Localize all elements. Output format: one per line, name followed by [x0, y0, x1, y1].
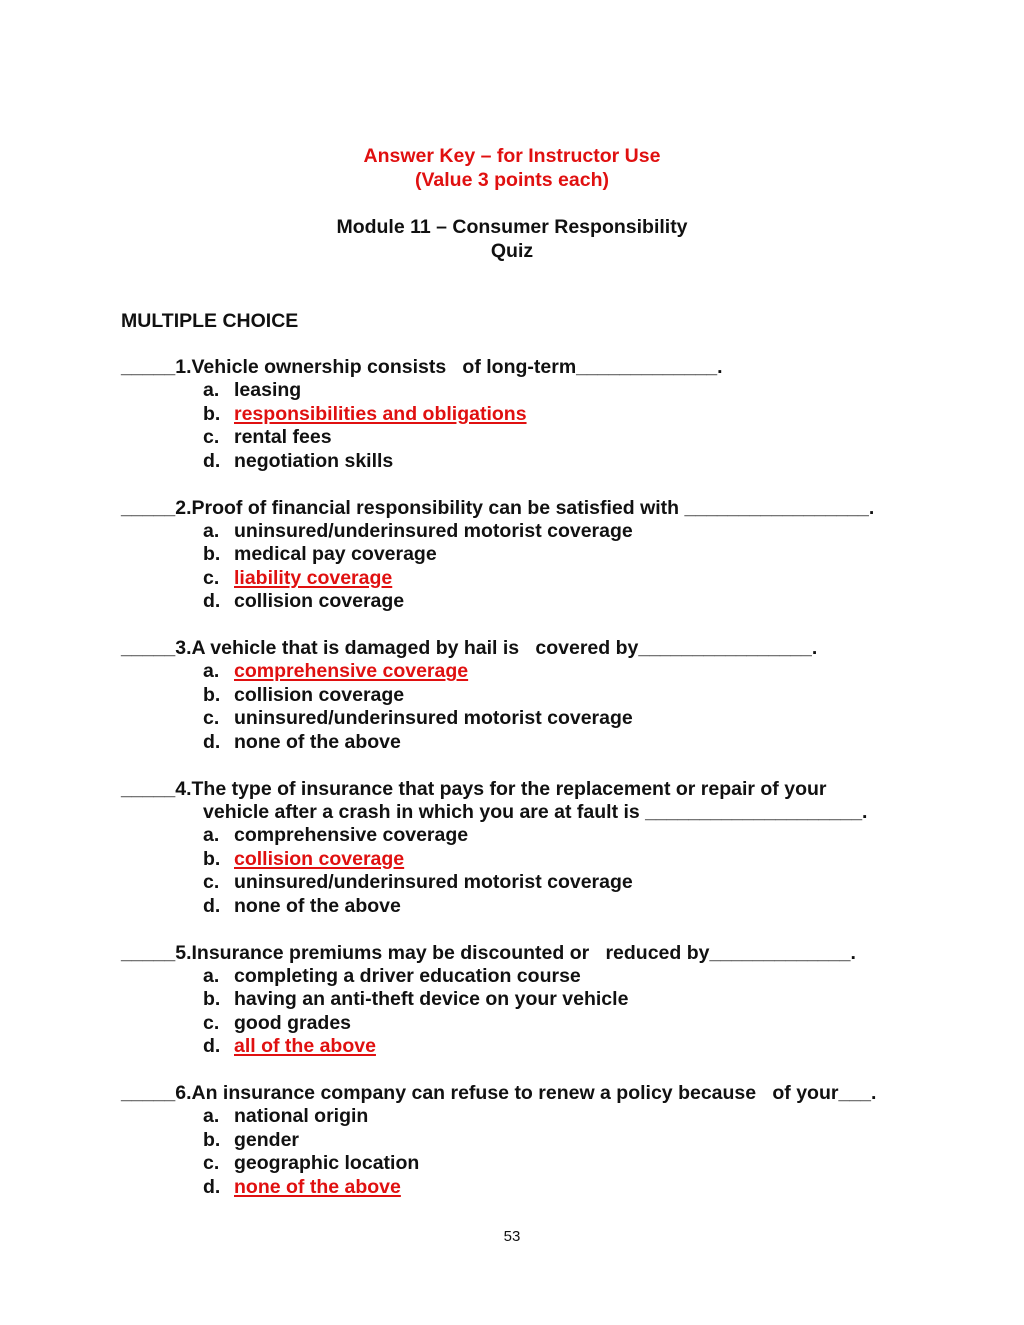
- question-stem: [121, 637, 921, 660]
- answer-blank-number: _____5.: [121, 941, 192, 964]
- correct-answer: none of the above: [234, 1175, 401, 1198]
- option-letter: b.: [203, 1128, 221, 1151]
- option-letter: a.: [203, 519, 220, 542]
- answer-option: [121, 590, 921, 613]
- question-text: Insurance premiums may be discounted or reduced by_____________.: [191, 941, 856, 964]
- option-letter: d.: [203, 1175, 221, 1198]
- option-letter: c.: [203, 1152, 220, 1175]
- question-stem: [121, 1082, 921, 1105]
- option-text: completing a driver education course: [234, 964, 581, 987]
- option-text: leasing: [234, 379, 302, 402]
- option-text: good grades: [234, 1011, 352, 1034]
- answer-blank-number: _____4.: [121, 777, 192, 800]
- question-text-continued: vehicle after a crash in which you are at fault is ____________________.: [203, 801, 868, 823]
- answer-option: [121, 707, 921, 730]
- correct-answer: responsibilities and obligations: [234, 402, 527, 425]
- answer-option: [121, 543, 921, 566]
- answer-option: [121, 520, 921, 543]
- answer-option: [121, 426, 921, 449]
- correct-answer: collision coverage: [234, 847, 405, 870]
- option-letter: c.: [203, 426, 220, 449]
- module-title: Module 11 – Consumer Responsibility: [336, 216, 688, 238]
- option-text: collision coverage: [234, 683, 405, 706]
- answer-option: [121, 895, 921, 918]
- option-text: negotiation skills: [234, 449, 394, 472]
- option-letter: b.: [203, 988, 221, 1011]
- option-letter: a.: [203, 964, 220, 987]
- question-4: [121, 778, 921, 918]
- question-5: [121, 942, 921, 1059]
- answer-key-header: [0, 145, 1024, 192]
- question-text: The type of insurance that pays for the replacement or repair of your: [191, 777, 827, 800]
- option-text: uninsured/underinsured motorist coverage: [234, 519, 633, 542]
- option-text: national origin: [234, 1105, 369, 1128]
- question-text: An insurance company can refuse to renew a policy because of your___.: [191, 1082, 877, 1105]
- answer-option: [121, 379, 921, 402]
- option-text: gender: [234, 1128, 300, 1151]
- option-text: rental fees: [234, 426, 332, 449]
- option-letter: c.: [203, 871, 220, 894]
- option-text: collision coverage: [234, 590, 405, 613]
- option-letter: a.: [203, 1105, 220, 1128]
- quiz-header: [0, 216, 1024, 263]
- points-value: (Value 3 points each): [415, 168, 609, 191]
- answer-blank-number: _____2.: [121, 496, 192, 519]
- section-title: MULTIPLE CHOICE: [121, 310, 299, 332]
- answer-option: [121, 731, 921, 754]
- option-letter: d.: [203, 730, 221, 753]
- option-letter: d.: [203, 1035, 221, 1058]
- option-text: uninsured/underinsured motorist coverage: [234, 707, 633, 730]
- option-letter: b.: [203, 683, 221, 706]
- answer-option: [121, 1129, 921, 1152]
- option-letter: c.: [203, 1011, 220, 1034]
- answer-option: [121, 1035, 921, 1058]
- correct-answer: liability coverage: [234, 566, 393, 589]
- option-letter: b.: [203, 543, 221, 566]
- answer-option: [121, 988, 921, 1011]
- answer-option: [121, 684, 921, 707]
- option-text: geographic location: [234, 1152, 420, 1175]
- answer-option: [121, 567, 921, 590]
- option-text: none of the above: [234, 894, 401, 917]
- question-stem: [121, 942, 921, 965]
- question-6: [121, 1082, 921, 1199]
- option-letter: d.: [203, 449, 221, 472]
- answer-option: [121, 1012, 921, 1035]
- answer-blank-number: _____1.: [121, 356, 192, 378]
- option-letter: a.: [203, 379, 220, 402]
- correct-answer: comprehensive coverage: [234, 660, 469, 683]
- question-text: A vehicle that is damaged by hail is covered by________________.: [191, 637, 818, 660]
- quiz-title: Quiz: [490, 239, 534, 262]
- option-text: none of the above: [234, 730, 401, 753]
- option-text: having an anti-theft device on your vehicle: [234, 988, 629, 1011]
- answer-option: [121, 1105, 921, 1128]
- option-letter: c.: [203, 566, 220, 589]
- question-stem: [121, 778, 921, 801]
- question-stem: [121, 356, 921, 379]
- question-text: Proof of financial responsibility can be satisfied with _________________.: [191, 496, 875, 519]
- question-3: [121, 637, 921, 754]
- answer-blank-number: _____3.: [121, 637, 192, 660]
- option-letter: b.: [203, 847, 221, 870]
- page-number: 53: [503, 1228, 521, 1245]
- question-1: [121, 356, 921, 473]
- answer-blank-number: _____6.: [121, 1082, 192, 1105]
- answer-option: [121, 848, 921, 871]
- answer-option: [121, 965, 921, 988]
- option-letter: c.: [203, 707, 220, 730]
- question-2: [121, 497, 921, 614]
- option-text: uninsured/underinsured motorist coverage: [234, 871, 633, 894]
- answer-option: [121, 824, 921, 847]
- answer-option: [121, 871, 921, 894]
- question-list: [121, 356, 921, 1223]
- answer-option: [121, 1152, 921, 1175]
- answer-option: [121, 450, 921, 473]
- answer-option: [121, 1176, 921, 1199]
- option-letter: d.: [203, 590, 221, 613]
- answer-option: [121, 660, 921, 683]
- question-text: Vehicle ownership consists of long-term_____________.: [191, 356, 723, 378]
- option-letter: a.: [203, 660, 220, 683]
- option-text: medical pay coverage: [234, 543, 437, 566]
- option-text: comprehensive coverage: [234, 824, 469, 847]
- question-stem: [121, 497, 921, 520]
- answer-key-title: Answer Key – for Instructor Use: [363, 145, 661, 167]
- option-letter: d.: [203, 894, 221, 917]
- option-letter: b.: [203, 402, 221, 425]
- answer-option: [121, 403, 921, 426]
- correct-answer: all of the above: [234, 1035, 376, 1058]
- option-letter: a.: [203, 824, 220, 847]
